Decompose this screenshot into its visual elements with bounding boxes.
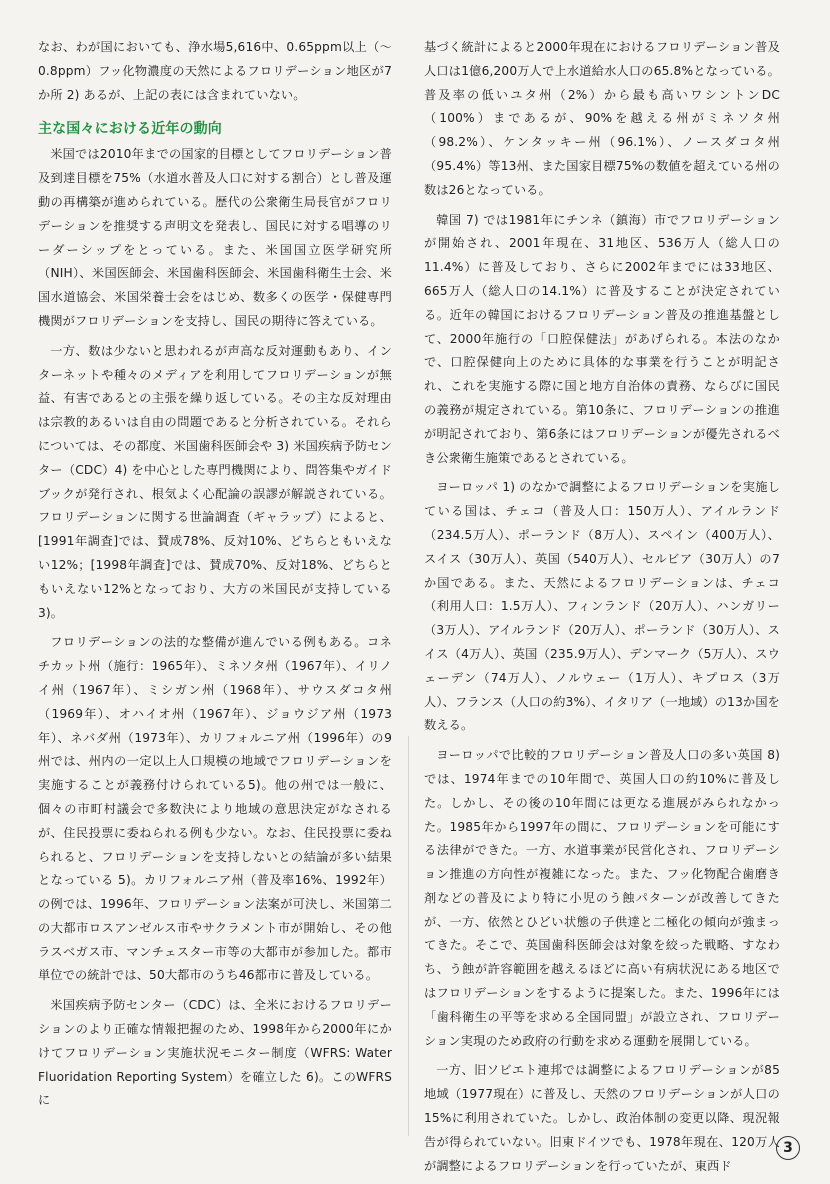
column-divider xyxy=(408,736,409,1136)
paragraph: 一方、数は少ないと思われるが声高な反対運動もあり、インターネットや種々のメディアを利用してフロリデーションが無益、有害であるとの主張を繰り返している。その主な反対理由は宗教的あるいは自由の問題であると分析されている。それらについては、その都度、米国歯科医師会や 3) 米国疾病予防センター（CDC）4) を中心とした専門機関により、問答集やガイドブックが発行され、根気よく心配論の誤謬が解説されている。フロリデーションに関する世論調査（ギャラップ）によると、[1991年調査]では、賛成78%、反対10%、どちらともいえない12%；[1998年調査]では、賛成70%、反対18%、どちらともいえない12%となっており、大方の米国民が支持している 3)。 xyxy=(38,343,392,620)
paragraph: フロリデーションの法的な整備が進んでいる例もある。コネチカット州（施行：1965年）、ミネソタ州（1967年）、イリノイ州（1967年）、ミシガン州（1968年）、サウスダコタ州（1969年）、オハイオ州（1967年）、ジョウジア州（1973年）、ネバダ州（1973年）、カリフォルニア州（1996年）の9州では、州内の一定以上人口規模の地域でフロリデーションを実施することが義務付けられている5)。他の州では一般に、個々の市町村議会で多数決により地域の意思決定がなされるが、住民投票に委ねられる例も少ない。なお、住民投票に委ねられると、フロリデーションを支持しないとの結論が多い結果となっている 5)。カリフォルニア州（普及率16%、1992年）の例では、1996年、フロリデーション法案が可決し、米国第二の大都市ロスアンゼルス市やサクラメント市が開始し、その他ラスベガス市、マンチェスター市等の大都市が参加した。都市単位での統計では、50大都市のうち46都市に普及している。 xyxy=(38,635,392,983)
left-column xyxy=(38,36,392,1119)
paragraph: 米国では2010年までの国家的目標としてフロリデーション普及到達目標を75%（水道水普及人口に対する割合）とし普及運動の再構築が進められている。歴代の公衆衛生局長官がフロリデーションを推奨する声明文を発表し、国民に対する唱導のリーダーシップをとっている。また、米国国立医学研究所（NIH）、米国医師会、米国歯科医師会、米国歯科衛生士会、米国水道協会、米国栄養士会をはじめ、数多くの医学・保健専門機関がフロリデーションを支持し、国民の期待に答えている。 xyxy=(38,147,392,328)
paragraph: ヨーロッパ 1) のなかで調整によるフロリデーションを実施している国は、チェコ（普及人口：150万人）、アイルランド（234.5万人）、ポーランド（8万人）、スペイン（400万人）、スイス（30万人）、英国（540万人）、セルビア（30万人）の7か国である。また、天然によるフロリデーションは、チェコ（利用人口：1.5万人）、フィンランド（20万人）、ハンガリー（3万人）、アイルランド（20万人）、ポーランド（30万人）、スイス（4万人）、英国（235.9万人）、デンマーク（5万人）、スウェーデン（74万人）、ノルウェー（1万人）、キプロス（3万人）、フランス（人口の約3%）、イタリア（一地域）の13か国を数える。 xyxy=(424,480,780,733)
page-number: 3 xyxy=(776,1136,800,1160)
right-column xyxy=(424,36,780,1184)
paragraph: ヨーロッパで比較的フロリデーション普及人口の多い英国 8) では、1974年までの10年間で、英国人口の約10%に普及した。しかし、その後の10年間には更なる進展がみられなかった。1985年から1997年の間に、フロリデーションを可能にする法律ができた。一方、水道事業が民営化され、フロリデーション推進の方向性が複雑になった。また、フッ化物配合歯磨き剤などの普及により特に小児のう蝕パターンが改善してきたが、一方、依然とひどい状態の子供達と二極化の傾向が強まってきた。そこで、英国歯科医師会は対象を絞った戦略、すなわち、う蝕が許容範囲を越えるほどに高い有病状況にある地区ではフロリデーションをするように提案した。また、1996年には「歯科衛生の平等を求める全国同盟」が設立され、フロリデーション実現のため政府の行動を求める運動を展開している。 xyxy=(424,748,780,1048)
paragraph: 一方、旧ソビエト連邦では調整によるフロリデーションが85地域（1977現在）に普及し、天然のフロリデーションが人口の15%に利用されていた。しかし、政治体制の変更以降、現況報告が得られていない。旧東ドイツでも、1978年現在、120万人が調整によるフロリデーションを行っていたが、東西ド xyxy=(424,1063,780,1173)
paragraph: 基づく統計によると2000年現在におけるフロリデーション普及人口は1億6,200万人で上水道給水人口の65.8%となっている。普及率の低いユタ州（2%）から最も高いワシントンDC（100%）まであるが、90%を越える州がミネソタ州（98.2%）、ケンタッキー州（96.1%）、ノースダコタ州（95.4%）等13州、また国家目標75%の数値を超えている州の数は26となっている。 xyxy=(424,40,780,197)
paragraph: なお、わが国においても、浄水場5,616中、0.65ppm以上（～0.8ppm）フッ化物濃度の天然によるフロリデーション地区が7か所 2) あるが、上記の表には含まれていない。 xyxy=(38,40,392,102)
section-heading: 主な国々における近年の動向 xyxy=(38,121,222,138)
paragraph: 韓国 7) では1981年にチンネ（鎮海）市でフロリデーションが開始され、2001年現在、31地区、536万人（総人口の11.4%）に普及しており、さらに2002年までには33地区、665万人（総人口の14.1%）に普及することが決定されている。近年の韓国におけるフロリデーション普及の推進基盤として、2000年施行の「口腔保健法」があげられる。本法のなかで、口腔保健向上のために具体的な事業を行うことが明記され、これを実施する際に国と地方自治体の責務、ならびに国民の義務が規定されている。第10条に、フロリデーションの推進が明記されており、第6条にはフロリデーションが優先されるべき公衆衛生施策であるとされている。 xyxy=(424,212,780,465)
paragraph: 米国疾病予防センター（CDC）は、全米におけるフロリデーションのより正確な情報把握のため、1998年から2000年にかけてフロリデーション実施状況モニター制度（WFRS: Water Fluoridation Reporting System）を確立した 6)。このWFRSに xyxy=(38,998,392,1108)
